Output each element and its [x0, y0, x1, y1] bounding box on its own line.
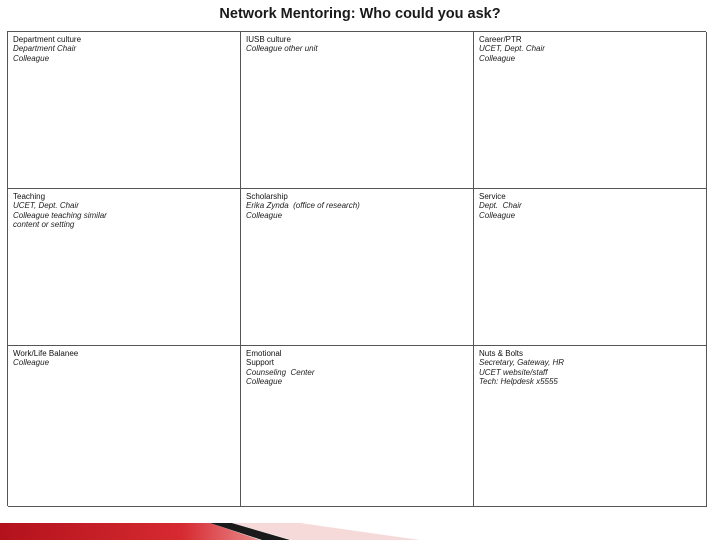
cell-item: Colleague — [246, 377, 283, 387]
cell-heading: Department culture — [13, 35, 82, 44]
cell-heading: Teaching — [13, 192, 46, 201]
cell-item: Tech: Helpdesk x5555 — [479, 377, 558, 387]
cell-item: Colleague — [13, 53, 50, 63]
cell-item: Colleague teaching similar — [13, 210, 107, 220]
cell-item: Colleague other unit — [246, 44, 318, 54]
mentoring-grid — [7, 31, 706, 506]
cell-item: Colleague — [479, 210, 516, 220]
cell-item: UCET website/staff — [479, 367, 548, 377]
cell-nuts-and-bolts — [474, 346, 707, 507]
cell-service — [474, 189, 707, 346]
cell-item: Counseling Center — [246, 367, 315, 377]
cell-heading: Nuts & Bolts — [479, 349, 524, 358]
cell-department-culture — [8, 32, 241, 189]
cell-heading: IUSB culture — [246, 35, 291, 44]
page-title: Network Mentoring: Who could you ask? — [219, 6, 501, 22]
cell-item: content or setting — [13, 220, 75, 230]
cell-heading: Support — [246, 358, 275, 368]
cell-emotional-support — [241, 346, 474, 507]
cell-career-ptr — [474, 32, 707, 189]
cell-heading: Work/Life Balanee — [13, 349, 79, 358]
cell-item: Colleague — [479, 53, 516, 63]
cell-item: Department Chair — [13, 44, 77, 54]
cell-heading: Emotional — [246, 349, 282, 358]
cell-item: UCET, Dept. Chair — [479, 44, 545, 54]
cell-item: Erika Zynda (office of research) — [246, 201, 360, 211]
footer-decorative-bar — [0, 523, 720, 540]
cell-heading: Service — [479, 192, 506, 201]
cell-work-life-balance — [8, 346, 241, 507]
footer-swoosh-graphic — [0, 523, 720, 540]
cell-item: Colleague — [13, 358, 50, 368]
cell-scholarship — [241, 189, 474, 346]
cell-item: Dept. Chair — [479, 201, 522, 211]
cell-heading: Career/PTR — [479, 35, 522, 44]
cell-item: Colleague — [246, 210, 283, 220]
cell-item: UCET, Dept. Chair — [13, 201, 79, 211]
cell-teaching — [8, 189, 241, 346]
cell-heading: Scholarship — [246, 192, 288, 201]
cell-item: Secretary, Gateway, HR — [479, 358, 565, 368]
cell-iusb-culture — [241, 32, 474, 189]
